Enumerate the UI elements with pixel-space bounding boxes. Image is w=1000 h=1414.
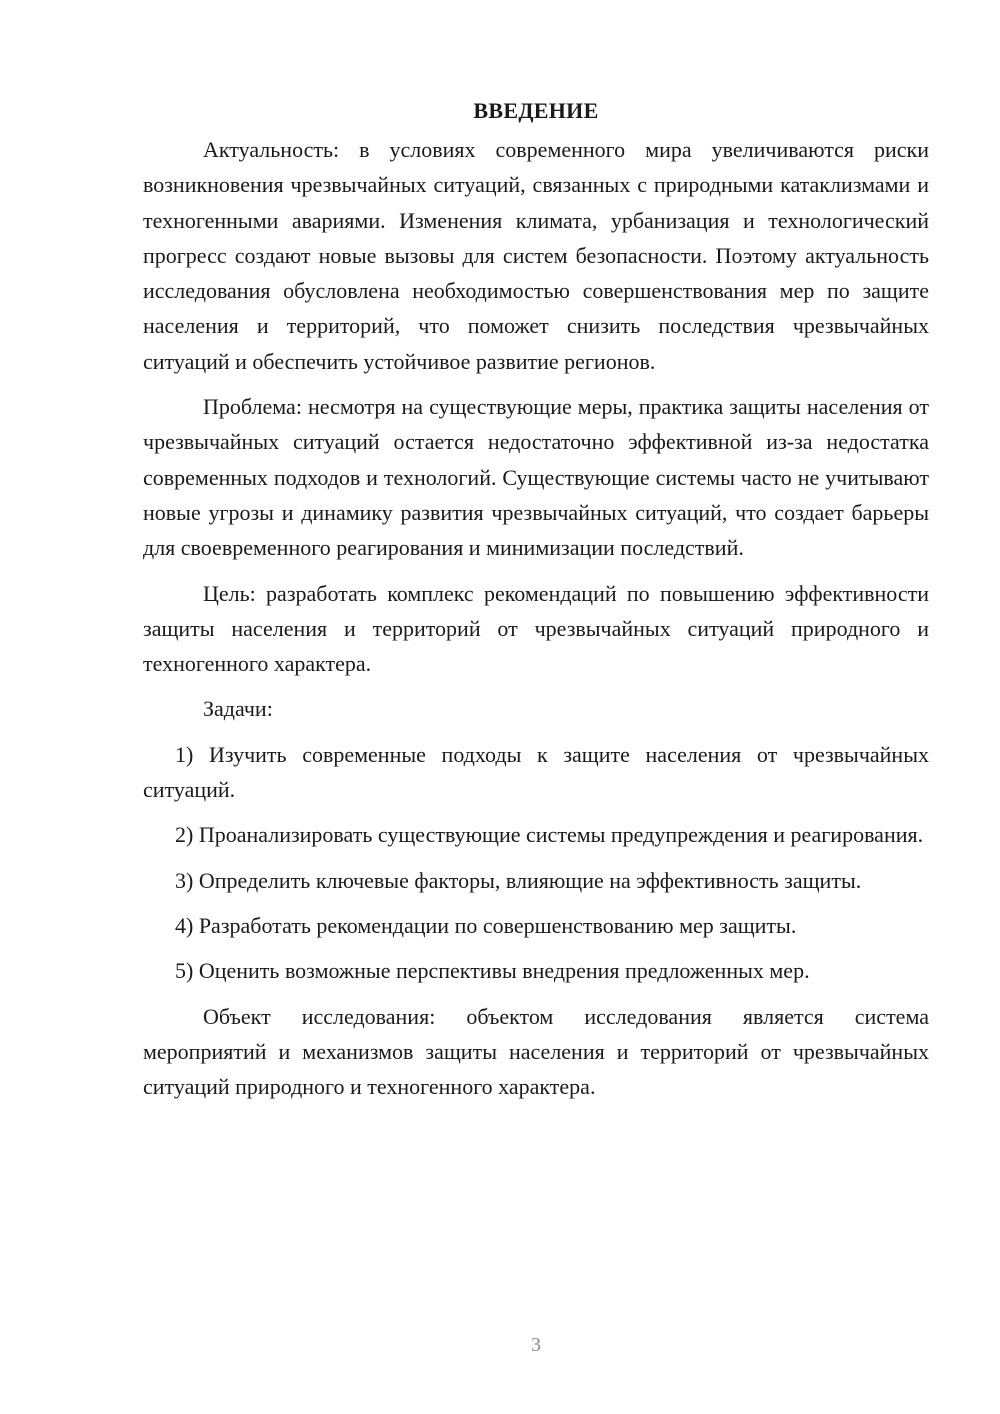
page-title: ВВЕДЕНИЕ xyxy=(473,98,599,123)
paragraph-goal: Цель: разработать комплекс рекомендаций по повышению эффективности защиты населения и территорий от чрезвычайных ситуаций природного и техногенного характера. xyxy=(143,580,929,677)
page-number: 3 xyxy=(531,1334,541,1356)
paragraph-problem: Проблема: несмотря на существующие меры, практика защиты населения от чрезвычайных ситуаций остается недостаточно эффективной из-за недостатка современных подходов и технологий. Существующие системы часто не учитывают новые угрозы и динамику развития чрезвычайных ситуаций, что создает барьеры для своевременного реагирования и минимизации последствий. xyxy=(143,394,929,561)
task-item-4: 4) Разработать рекомендации по совершенствованию мер защиты. xyxy=(175,912,797,938)
paragraph-relevance: Актуальность: в условиях современного мира увеличиваются риски возникновения чрезвычайных ситуаций, связанных с природными катаклизмами и техногенными авариями. Изменения климата, урбанизация и технологический прогресс создают новые вызовы для систем безопасности. Поэтому актуальность исследования обусловлена необходимостью совершенствования мер по защите населения и территорий, что поможет снизить последствия чрезвычайных ситуаций и обеспечить устойчивое развитие регионов. xyxy=(143,137,929,374)
document-page xyxy=(143,96,929,1114)
task-item-2: 2) Проанализировать существующие системы предупреждения и реагирования. xyxy=(175,822,924,848)
task-item-5: 5) Оценить возможные перспективы внедрения предложенных мер. xyxy=(175,958,810,984)
task-item-3: 3) Определить ключевые факторы, влияющие на эффективность защиты. xyxy=(175,867,862,893)
paragraph-object: Объект исследования: объектом исследования является система мероприятий и механизмов защиты населения и территорий от чрезвычайных ситуаций природного и техногенного характера. xyxy=(143,1003,929,1100)
tasks-label: Задачи: xyxy=(203,696,273,722)
task-item-1: 1) Изучить современные подходы к защите населения от чрезвычайных ситуаций. xyxy=(143,741,929,803)
